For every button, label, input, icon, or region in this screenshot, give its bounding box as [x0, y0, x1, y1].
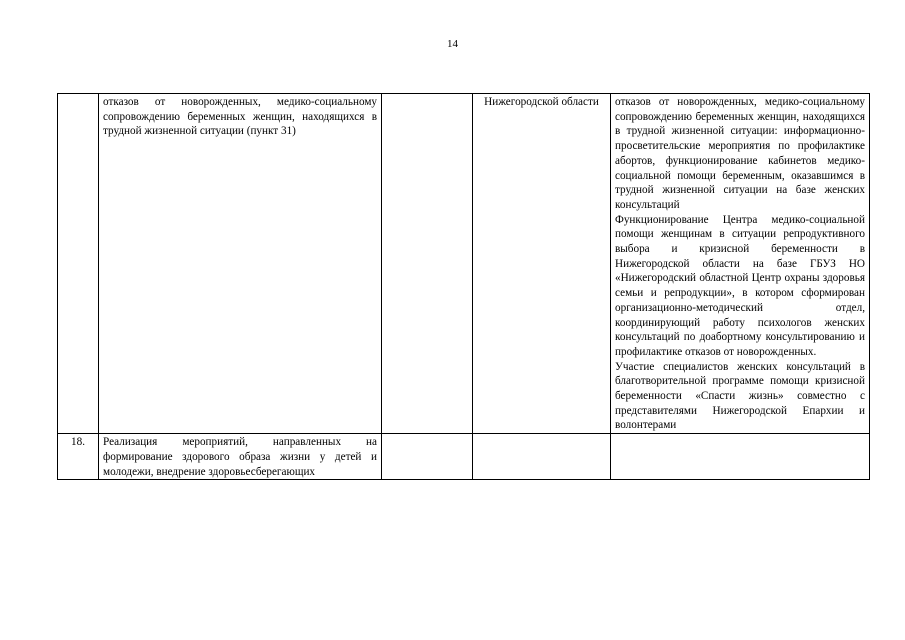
- description-cell: [611, 434, 870, 480]
- table-row: [58, 94, 870, 434]
- measures-table: [57, 93, 870, 480]
- row-number-cell: 18.: [58, 434, 99, 480]
- region-cell: [473, 434, 611, 480]
- row-number-cell: [58, 94, 99, 434]
- description-paragraph: Функционирование Центра медико-социальной помощи женщинам в ситуации репродуктивного выбора и кризисной беременности в Нижегородской области на базе ГБУЗ НО «Нижегородский областной Центр охраны здоровья семьи и репродукции», в котором сформирован организационно-методический отдел, координирующий работу психологов женских консультаций по доабортному консультированию и профилактике отказов от новорожденных.: [615, 213, 865, 358]
- page-number: 14: [447, 38, 458, 50]
- description-paragraph: Участие специалистов женских консультаций в благотворительной программе помощи кризисной беременности «Спасти жизнь» совместно с представителями Нижегородской Епархии и волонтерами: [615, 360, 865, 432]
- measure-cell: Реализация мероприятий, направленных на формирование здорового образа жизни у детей и молодежи, внедрение здоровьесберегающих: [99, 434, 382, 480]
- table-row: [58, 434, 870, 480]
- description-cell: [611, 94, 870, 434]
- empty-cell: [382, 94, 473, 434]
- empty-cell: [382, 434, 473, 480]
- region-cell: Нижегородской области: [473, 94, 611, 434]
- measure-cell: отказов от новорожденных, медико-социальному сопровождению беременных женщин, находящихся в трудной жизненной ситуации (пункт 31): [99, 94, 382, 434]
- description-paragraph: отказов от новорожденных, медико-социальному сопровождению беременных женщин, находящихся в трудной жизненной ситуации: информационно-просветительские мероприятия по профилактике абортов, функционирование кабинетов медико-социальной помощи беременным, оказавшимся в трудной жизненной ситуации на базе женских консультаций: [615, 96, 865, 211]
